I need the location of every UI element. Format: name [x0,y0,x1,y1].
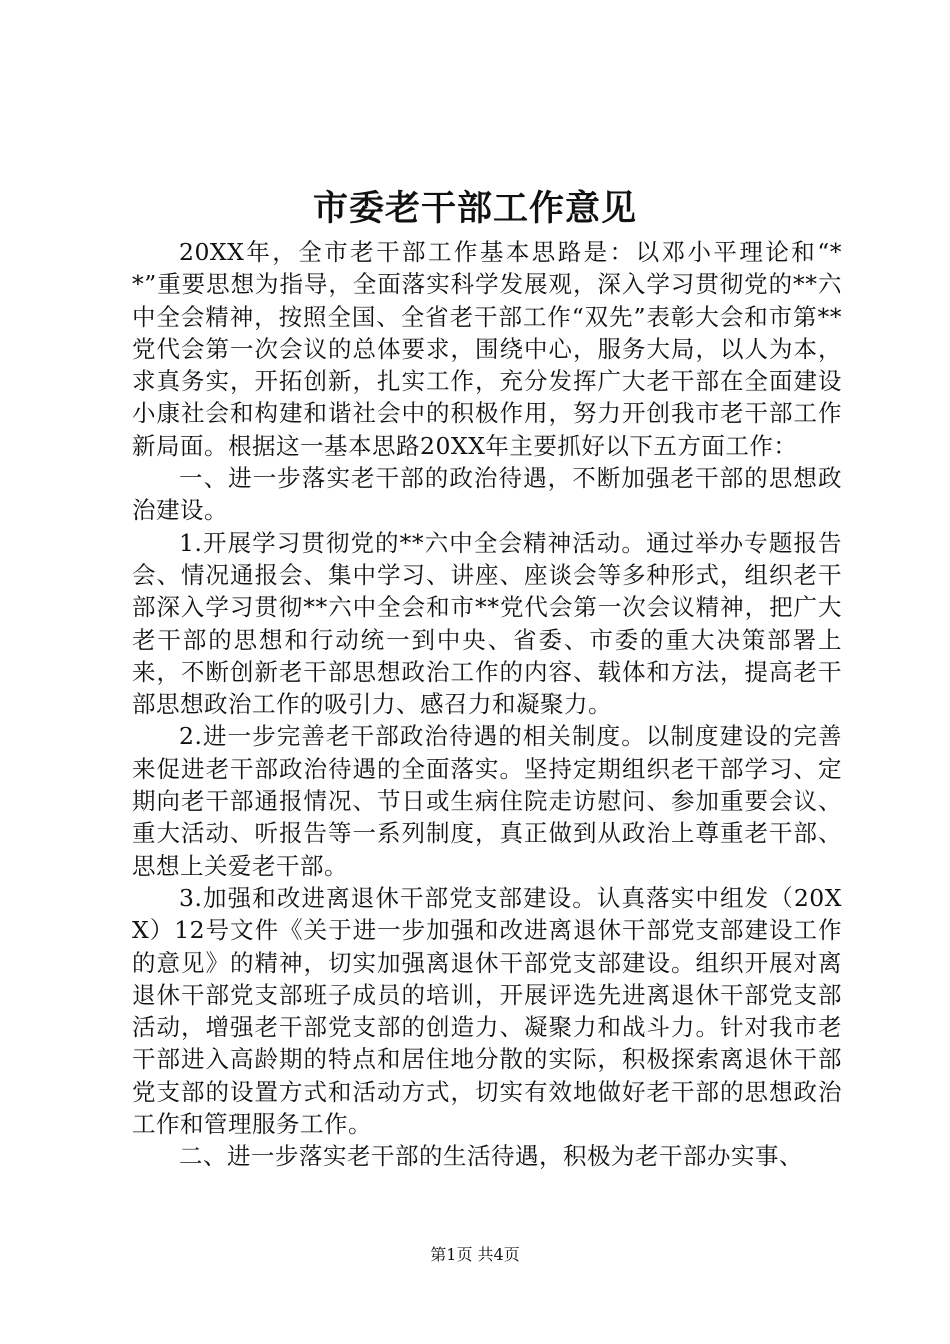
paragraph-intro: 20XX年，全市老干部工作基本思路是：以邓小平理论和“**”重要思想为指导，全面落实科学发展观，深入学习贯彻党的**六中全会精神，按照全国、全省老干部工作“双先”表彰大会和市第**党代会第一次会议的总体要求，围绕中心，服务大局，以人为本，求真务实，开拓创新，扎实工作，充分发挥广大老干部在全面建设小康社会和构建和谐社会中的积极作用，努力开创我市老干部工作新局面。根据这一基本思路20XX年主要抓好以下五方面工作： [132,238,842,460]
paragraph-item-3: 3.加强和改进离退休干部党支部建设。认真落实中组发（20XX）12号文件《关于进一步加强和改进离退休干部党支部建设工作的意见》的精神，切实加强离退休干部党支部建设。组织开展对离退休干部党支部班子成员的培训，开展评选先进离退休干部党支部活动，增强老干部党支部的创造力、凝聚力和战斗力。针对我市老干部进入高龄期的特点和居住地分散的实际，积极探索离退休干部党支部的设置方式和活动方式，切实有效地做好老干部的思想政治工作和管理服务工作。 [132,883,842,1139]
paragraph-item-2: 2.进一步完善老干部政治待遇的相关制度。以制度建设的完善来促进老干部政治待遇的全面落实。坚持定期组织老干部学习、定期向老干部通报情况、节日或生病住院走访慰问、参加重要会议、重大活动、听报告等一系列制度，真正做到从政治上尊重老干部、思想上关爱老干部。 [132,722,842,880]
page-number: 第1页 共4页 [430,1245,520,1264]
paragraph-item-1: 1.开展学习贯彻党的**六中全会精神活动。通过举办专题报告会、情况通报会、集中学习、讲座、座谈会等多种形式，组织老干部深入学习贯彻**六中全会和市**党代会第一次会议精神，把广大老干部的思想和行动统一到中央、省委、市委的重大决策部署上来，不断创新老干部思想政治工作的内容、载体和方法，提高老干部思想政治工作的吸引力、感召力和凝聚力。 [132,528,842,719]
document-title: 市委老干部工作意见 [312,188,637,229]
paragraph-section-2-heading: 二、进一步落实老干部的生活待遇，积极为老干部办实事、 [179,1142,803,1171]
document-body [132,236,842,1173]
paragraph-section-1-heading: 一、进一步落实老干部的政治待遇，不断加强老干部的思想政治建设。 [132,464,842,525]
